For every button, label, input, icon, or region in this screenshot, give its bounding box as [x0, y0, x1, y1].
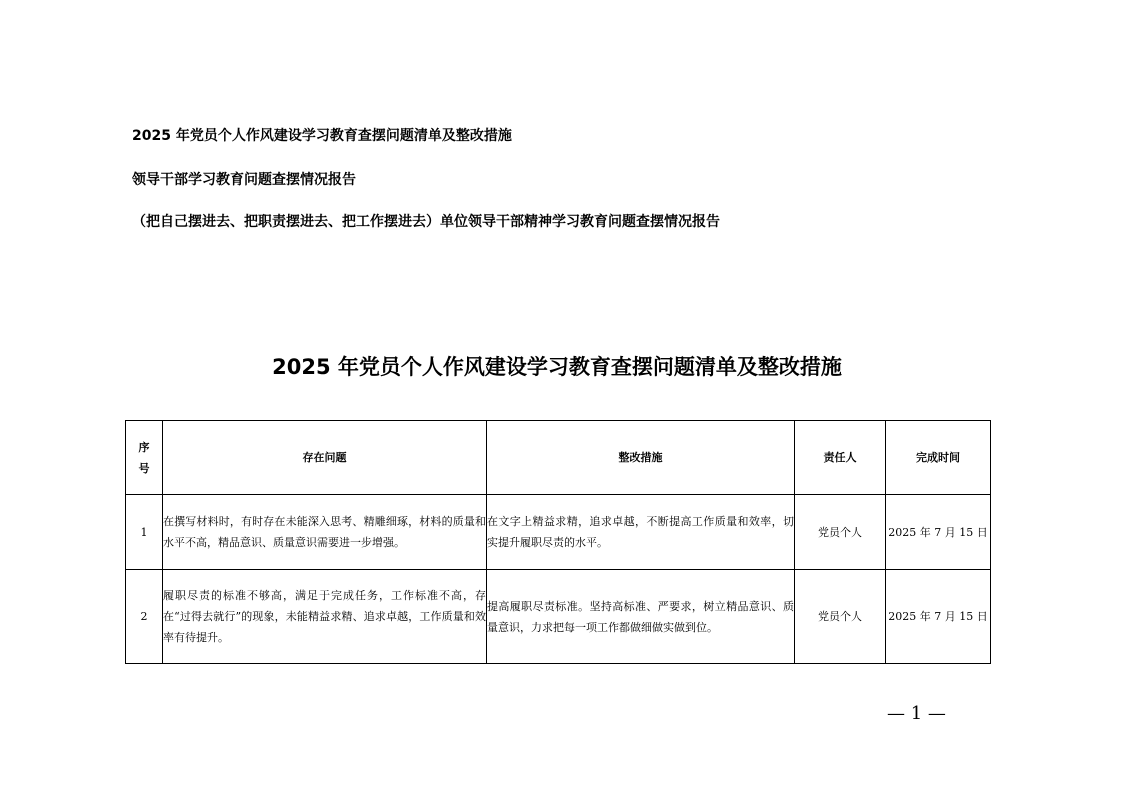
table-header-row: [126, 421, 991, 495]
header-serial-number: [126, 421, 163, 495]
header-serial-line1: 序: [138, 440, 150, 454]
table-row: [126, 570, 991, 664]
row-deadline: 2025 年 7 月 15 日: [886, 495, 991, 570]
toc-entry-1[interactable]: 2025 年党员个人作风建设学习教育查摆问题清单及整改措施: [132, 128, 512, 144]
row-problem: 履职尽责的标准不够高，满足于完成任务，工作标准不高，存在“过得去就行”的现象，未能精益求精、追求卓越，工作质量和效率有待提升。: [163, 570, 487, 664]
row-owner: 党员个人: [795, 495, 886, 570]
header-problem: 存在问题: [163, 421, 487, 495]
row-owner: 党员个人: [795, 570, 886, 664]
header-owner: 责任人: [795, 421, 886, 495]
header-measure: 整改措施: [487, 421, 795, 495]
document-title: 2025 年党员个人作风建设学习教育查摆问题清单及整改措施: [272, 355, 842, 379]
header-serial-line2: 号: [138, 461, 150, 475]
row-deadline: 2025 年 7 月 15 日: [886, 570, 991, 664]
issues-table: [125, 420, 991, 664]
page-number: — 1 —: [887, 703, 946, 724]
row-problem: 在撰写材料时，有时存在未能深入思考、精雕细琢，材料的质量和水平不高，精品意识、质量意识需要进一步增强。: [163, 495, 487, 570]
toc-entry-2[interactable]: 领导干部学习教育问题查摆情况报告: [132, 172, 356, 188]
row-serial-number: 1: [126, 495, 163, 570]
row-serial-number: 2: [126, 570, 163, 664]
table-row: [126, 495, 991, 570]
header-deadline: 完成时间: [886, 421, 991, 495]
toc-entry-3[interactable]: （把自己摆进去、把职责摆进去、把工作摆进去）单位领导干部精神学习教育问题查摆情况报告: [132, 214, 720, 230]
row-measure: 在文字上精益求精，追求卓越，不断提高工作质量和效率，切实提升履职尽责的水平。: [487, 495, 795, 570]
row-measure: 提高履职尽责标准。坚持高标准、严要求，树立精品意识、质量意识，力求把每一项工作都做细做实做到位。: [487, 570, 795, 664]
